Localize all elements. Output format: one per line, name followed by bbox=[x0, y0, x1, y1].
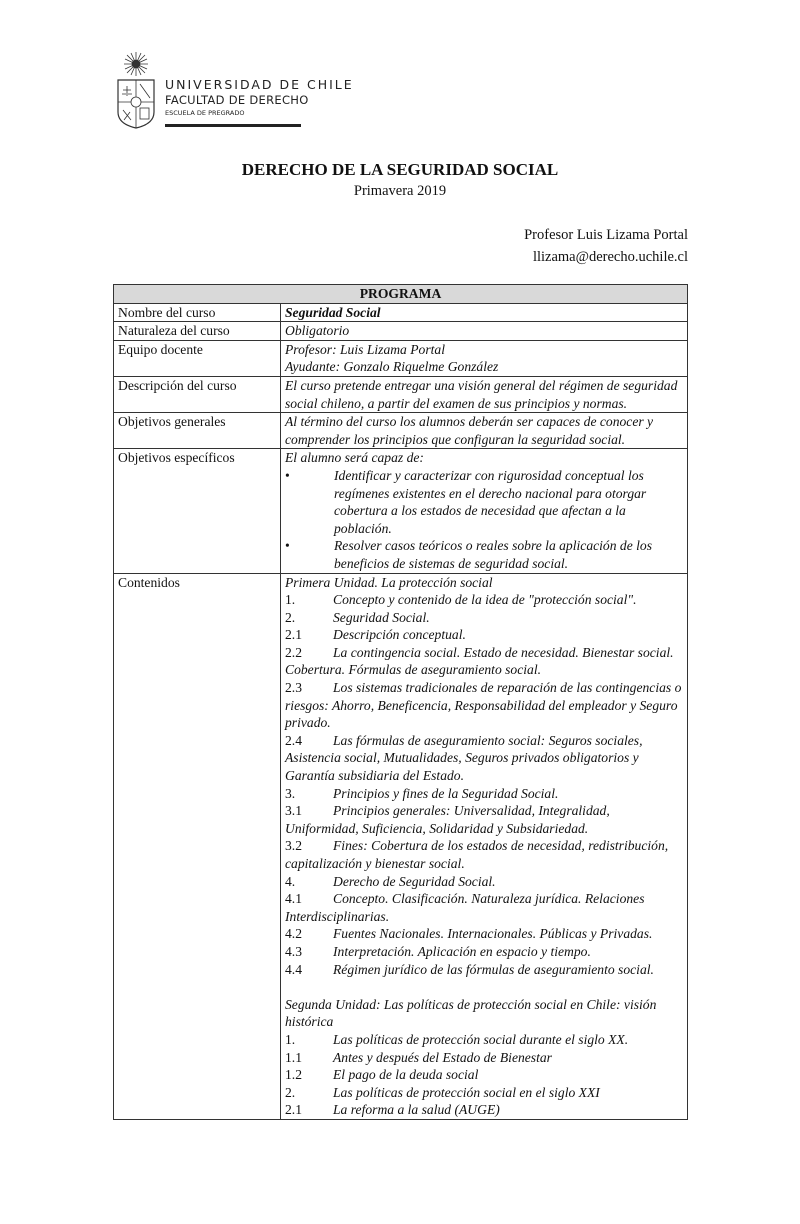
item-text: Antes y después del Estado de Bienestar bbox=[333, 1049, 552, 1065]
item-number: 2.1 bbox=[285, 1102, 302, 1118]
table-row bbox=[114, 322, 688, 341]
document-title: DERECHO DE LA SEGURIDAD SOCIAL bbox=[241, 160, 559, 179]
item-text: Seguridad Social. bbox=[333, 609, 430, 625]
content-item bbox=[285, 591, 683, 609]
content-item bbox=[285, 925, 683, 943]
content-item bbox=[285, 1101, 683, 1119]
row-value: Al término del curso los alumnos deberán ser capaces de conocer y comprender los principios que configuran la seguridad social. bbox=[281, 413, 688, 449]
objective-bullet bbox=[285, 537, 683, 572]
logo-divider bbox=[165, 124, 301, 127]
item-text: Fines: Cobertura de los estados de necesidad, redistribución, capitalización y bienestar social. bbox=[285, 838, 669, 871]
content-item bbox=[285, 644, 683, 679]
item-number: 1.1 bbox=[285, 1049, 302, 1065]
item-text: Derecho de Seguridad Social. bbox=[333, 873, 496, 889]
content-item bbox=[285, 609, 683, 627]
table-row bbox=[114, 413, 688, 449]
content-item bbox=[285, 873, 683, 891]
content-item bbox=[285, 1031, 683, 1049]
table-row bbox=[114, 303, 688, 322]
unit-title: Primera Unidad. La protección social bbox=[285, 574, 493, 590]
content-item bbox=[285, 943, 683, 961]
item-number: 2.4 bbox=[285, 732, 302, 748]
item-number: 1.2 bbox=[285, 1067, 302, 1083]
objective-bullet bbox=[285, 467, 683, 537]
content-item bbox=[285, 802, 683, 837]
item-number: 3.2 bbox=[285, 838, 302, 854]
item-number: 2. bbox=[285, 609, 296, 625]
item-text: Concepto y contenido de la idea de "protección social". bbox=[333, 592, 637, 608]
row-value bbox=[281, 449, 688, 573]
row-label: Descripción del curso bbox=[114, 376, 281, 412]
faculty-name: FACULTAD DE DERECHO bbox=[165, 93, 309, 107]
item-text: Los sistemas tradicionales de reparación de las contingencias o riesgos: Ahorro, Beneficencia, Responsabilidad del empleador y Seguro privado. bbox=[285, 680, 682, 731]
item-text: Las fórmulas de aseguramiento social: Seguros sociales, Asistencia social, Mutualidades, Seguros privados obligatorios y Garantía subsidiaria del Estado. bbox=[285, 732, 643, 784]
item-number: 2.1 bbox=[285, 627, 302, 643]
professor-line: Profesor: Luis Lizama Portal bbox=[285, 341, 445, 357]
item-number: 4.4 bbox=[285, 961, 302, 977]
row-label: Objetivos específicos bbox=[114, 449, 281, 573]
university-name: UNIVERSIDAD DE CHILE bbox=[165, 77, 354, 92]
row-value: El curso pretende entregar una visión general del régimen de seguridad social chileno, a partir del examen de sus principios y normas. bbox=[281, 376, 688, 412]
item-number: 3. bbox=[285, 785, 296, 801]
item-number: 4. bbox=[285, 873, 296, 889]
school-name: ESCUELA DE PREGRADO bbox=[165, 109, 245, 117]
item-text: Principios y fines de la Seguridad Social. bbox=[333, 785, 559, 801]
content-item bbox=[285, 1066, 683, 1084]
content-item bbox=[285, 732, 683, 785]
item-number: 1. bbox=[285, 1031, 296, 1047]
content-item bbox=[285, 1049, 683, 1067]
professor-info bbox=[524, 224, 688, 268]
university-name-block bbox=[165, 77, 354, 119]
content-item bbox=[285, 679, 683, 732]
contents-cell bbox=[281, 573, 688, 1119]
content-item bbox=[285, 1084, 683, 1102]
item-number: 3.1 bbox=[285, 803, 302, 819]
bullet-marker: • bbox=[285, 467, 290, 483]
item-text: El pago de la deuda social bbox=[333, 1067, 479, 1083]
item-number: 2. bbox=[285, 1084, 296, 1100]
unit-items bbox=[285, 1031, 683, 1119]
item-text: La contingencia social. Estado de necesidad. Bienestar social. Cobertura. Fórmulas de aseguramiento social. bbox=[285, 644, 674, 678]
item-number: 1. bbox=[285, 592, 296, 608]
item-text: Interpretación. Aplicación en espacio y tiempo. bbox=[333, 943, 591, 959]
objectives-intro: El alumno será capaz de: bbox=[285, 450, 424, 466]
row-label: Naturaleza del curso bbox=[114, 322, 281, 341]
item-text: La reforma a la salud (AUGE) bbox=[333, 1102, 500, 1118]
professor-email: llizama@derecho.uchile.cl bbox=[532, 249, 688, 265]
row-label: Contenidos bbox=[114, 573, 281, 1119]
item-number: 4.1 bbox=[285, 891, 302, 907]
item-text: Las políticas de protección social durante el siglo XX. bbox=[333, 1031, 629, 1047]
table-row bbox=[114, 376, 688, 412]
table-heading: PROGRAMA bbox=[114, 285, 688, 304]
item-text: Fuentes Nacionales. Internacionales. Públicas y Privadas. bbox=[333, 926, 653, 942]
row-value bbox=[281, 340, 688, 376]
bullet-text: Resolver casos teóricos o reales sobre la aplicación de los beneficios de sistemas de seguridad social. bbox=[334, 538, 653, 571]
item-number: 4.3 bbox=[285, 943, 302, 959]
unit-title: Segunda Unidad: Las políticas de protección social en Chile: visión histórica bbox=[285, 996, 657, 1030]
row-label: Nombre del curso bbox=[114, 303, 281, 322]
bullet-marker: • bbox=[285, 538, 290, 554]
item-text: Descripción conceptual. bbox=[333, 627, 466, 643]
assistant-line: Ayudante: Gonzalo Riquelme González bbox=[285, 359, 499, 375]
item-text: Las políticas de protección social en el siglo XXI bbox=[333, 1084, 600, 1100]
row-label: Equipo docente bbox=[114, 340, 281, 376]
item-number: 4.2 bbox=[285, 926, 302, 942]
item-number: 2.3 bbox=[285, 680, 302, 696]
item-text: Principios generales: Universalidad, Integralidad, Uniformidad, Suficiencia, Solidaridad y Subsidariedad. bbox=[285, 803, 610, 836]
document-subtitle: Primavera 2019 bbox=[353, 183, 447, 199]
item-text: Régimen jurídico de las fórmulas de aseguramiento social. bbox=[333, 961, 654, 977]
item-number: 2.2 bbox=[285, 644, 302, 660]
program-table bbox=[113, 284, 688, 1120]
bullet-text: Identificar y caracterizar con rigurosidad conceptual los regímenes existentes en el derecho nacional para otorgar cobertura a los estados de necesidad que afectan a la población. bbox=[334, 467, 647, 536]
item-text: Concepto. Clasificación. Naturaleza jurídica. Relaciones Interdisciplinarias. bbox=[285, 891, 645, 924]
content-item bbox=[285, 890, 683, 925]
content-item bbox=[285, 626, 683, 644]
row-label: Objetivos generales bbox=[114, 413, 281, 449]
table-row bbox=[114, 573, 688, 1119]
unit-items bbox=[285, 591, 683, 978]
row-value: Obligatorio bbox=[281, 322, 688, 341]
content-item bbox=[285, 837, 683, 872]
content-item bbox=[285, 785, 683, 803]
professor-name: Profesor Luis Lizama Portal bbox=[524, 227, 688, 243]
row-value: Seguridad Social bbox=[281, 303, 688, 322]
content-item bbox=[285, 961, 683, 979]
table-row bbox=[114, 449, 688, 573]
table-row bbox=[114, 340, 688, 376]
